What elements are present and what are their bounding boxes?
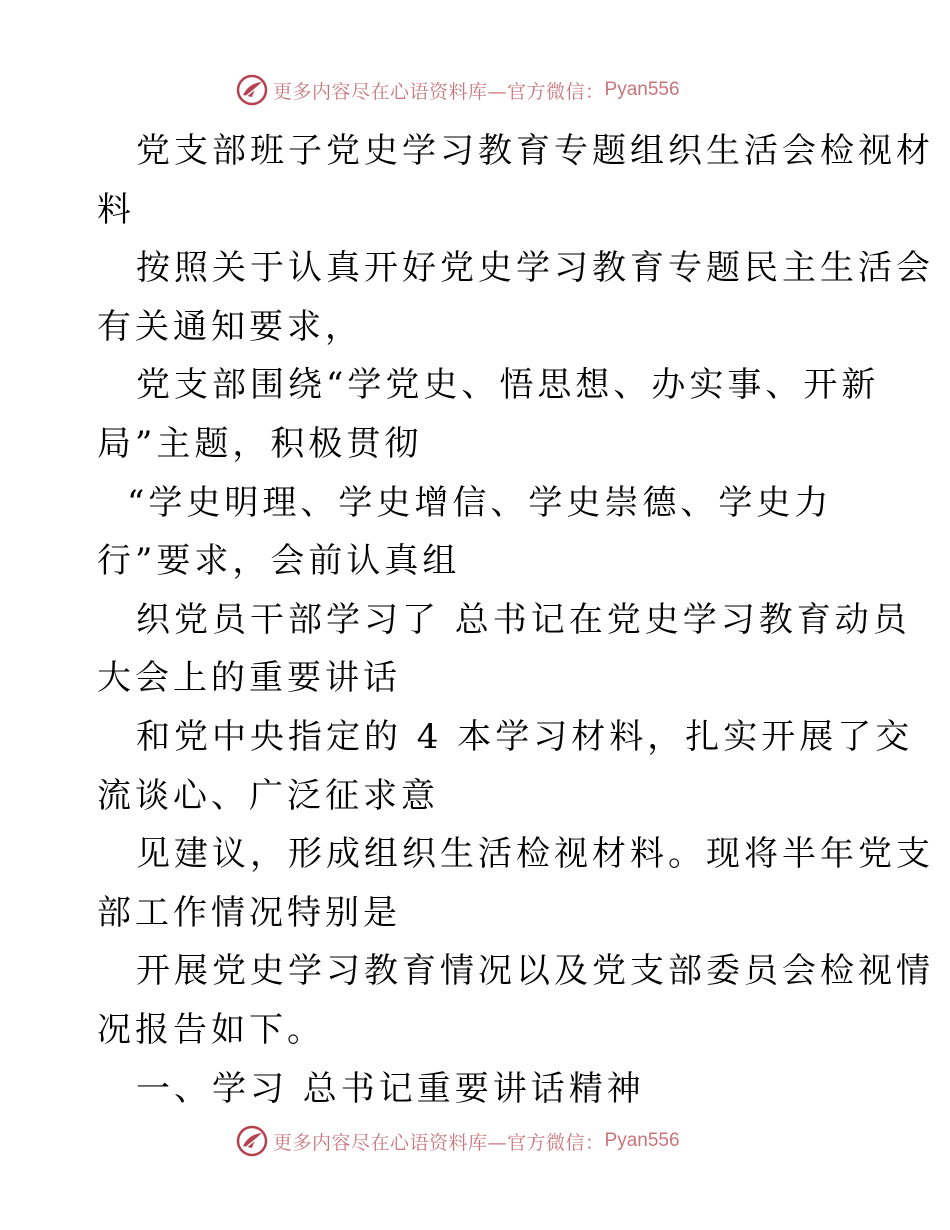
- paragraph-line: 开展党史学习教育情况以及党支部委员会检视情: [136, 951, 934, 992]
- watermark-text: 更多内容尽在心语资料库—官方微信：: [273, 80, 605, 103]
- paragraph-line: 局”主题，积极贯彻: [97, 423, 423, 464]
- paragraph-line: 况报告如下。: [97, 1009, 325, 1050]
- title-line-2: 料: [97, 189, 135, 230]
- paragraph-line: 部工作情况特别是: [97, 892, 401, 933]
- footer-watermark: [235, 1123, 680, 1159]
- paragraph-line: 和党中央指定的 4 本学习材料，扎实开展了交: [136, 716, 914, 757]
- paragraph-line: 大会上的重要讲话: [97, 658, 401, 699]
- header-watermark: [235, 72, 680, 108]
- paragraph-line: 党支部围绕“学党史、悟思想、办实事、开新: [136, 365, 880, 406]
- watermark-wechat-id: Pyan556: [604, 79, 680, 100]
- paragraph-line: 有关通知要求，: [97, 306, 363, 347]
- paragraph-line: 行”要求，会前认真组: [97, 541, 461, 582]
- paragraph-line: 织党员干部学习了 总书记在党史学习教育动员: [136, 599, 911, 640]
- title-line-1: 党支部班子党史学习教育专题组织生活会检视材: [136, 131, 934, 171]
- paragraph-line: “学史明理、学史增信、学史崇德、学史力: [127, 482, 833, 523]
- paragraph-line: 流谈心、广泛征求意: [97, 775, 439, 816]
- watermark-text: 更多内容尽在心语资料库—官方微信：: [273, 1131, 605, 1154]
- logo-icon: [235, 1124, 269, 1158]
- logo-icon: [235, 73, 269, 107]
- paragraph-line: 见建议，形成组织生活检视材料。现将半年党支: [136, 834, 934, 875]
- paragraph-line: 按照关于认真开好党史学习教育专题民主生活会: [136, 248, 934, 289]
- document-body: [97, 122, 934, 1118]
- section-heading: 一、学习 总书记重要讲话精神: [136, 1068, 645, 1109]
- watermark-wechat-id: Pyan556: [604, 1130, 680, 1151]
